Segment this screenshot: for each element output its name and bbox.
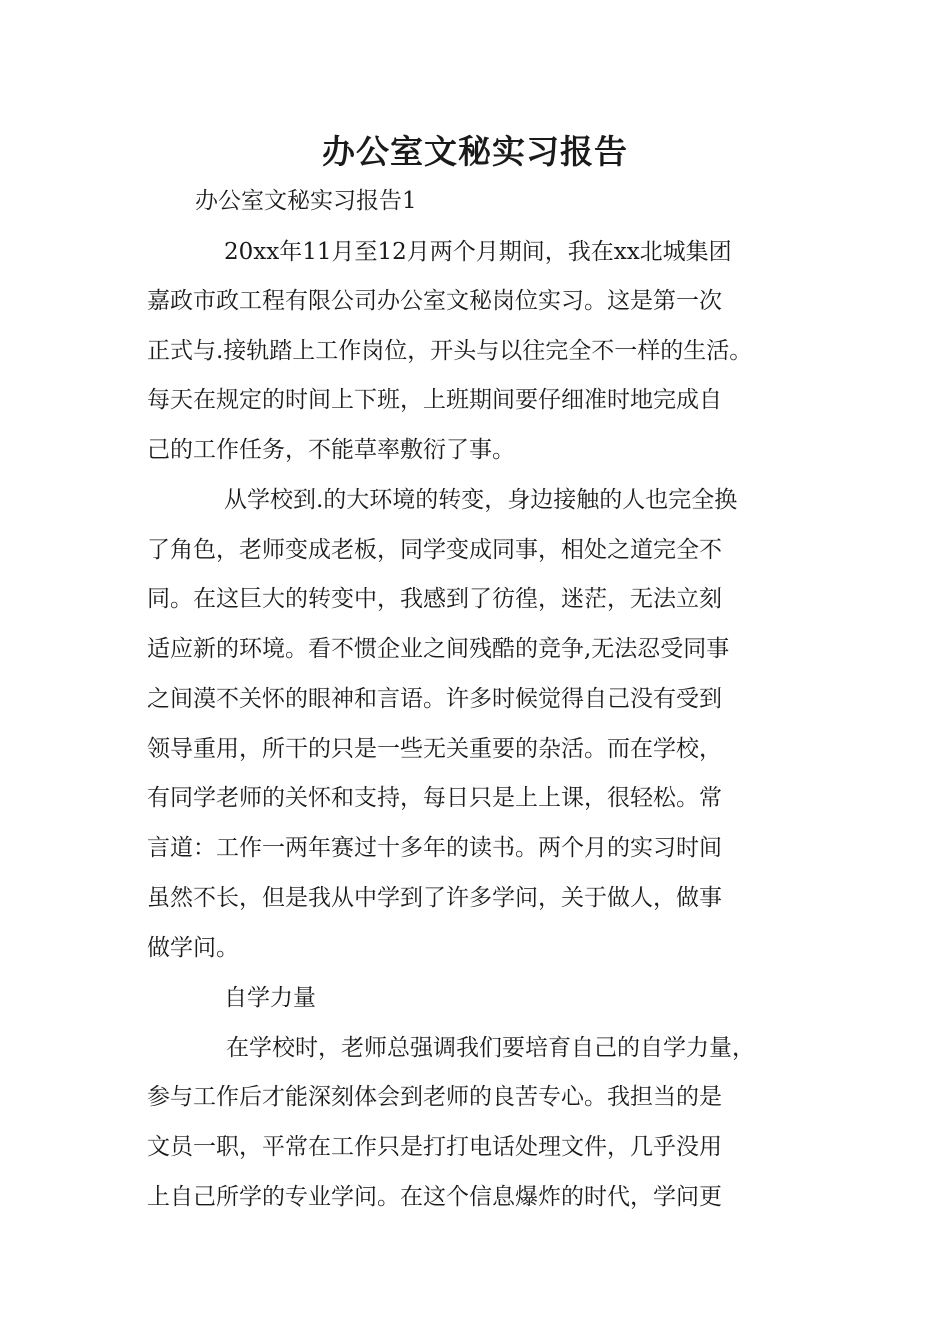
section-heading: 自学力量 xyxy=(224,985,316,1011)
paragraph-line: 上自己所学的专业学问。在这个信息爆炸的时代，学问更 xyxy=(147,1184,722,1210)
paragraph-line: 每天在规定的时间上下班，上班期间要仔细准时地完成自 xyxy=(147,387,722,413)
paragraph-line: 有同学老师的关怀和支持，每日只是上上课，很轻松。常 xyxy=(147,785,722,811)
paragraph-line: 同。在这巨大的转变中，我感到了彷徨，迷茫，无法立刻 xyxy=(147,586,722,612)
paragraph-line: 文员一职，平常在工作只是打打电话处理文件，几乎没用 xyxy=(147,1134,722,1160)
paragraph-line: 了角色，老师变成老板，同学变成同事，相处之道完全不 xyxy=(147,537,722,563)
paragraph-line: 领导重用，所干的只是一些无关重要的杂活。而在学校， xyxy=(147,736,722,762)
paragraph-line: 参与工作后才能深刻体会到老师的良苦专心。我担当的是 xyxy=(147,1084,722,1110)
paragraph-line: 在学校时，老师总强调我们要培育自己的自学力量， xyxy=(226,1035,755,1061)
paragraph-line: 己的工作任务，不能草率敷衍了事。 xyxy=(147,437,515,463)
paragraph-line: 适应新的环境。看不惯企业之间残酷的竞争,无法忍受同事 xyxy=(147,636,730,662)
paragraph-line: 正式与.接轨踏上工作岗位，开头与以往完全不一样的生活。 xyxy=(147,338,753,364)
paragraph-line: 言道：工作一两年赛过十多年的读书。两个月的实习时间 xyxy=(147,835,722,861)
paragraph-line: 虽然不长，但是我从中学到了许多学问，关于做人，做事 xyxy=(147,885,722,911)
report-subtitle: 办公室文秘实习报告1 xyxy=(195,188,417,214)
document-title: 办公室文秘实习报告 xyxy=(322,132,628,171)
paragraph-line: 嘉政市政工程有限公司办公室文秘岗位实习。这是第一次 xyxy=(147,288,722,314)
paragraph-line: 从学校到.的大环境的转变，身边接触的人也完全换 xyxy=(224,487,738,513)
paragraph-line: 做学问。 xyxy=(147,935,239,961)
paragraph-line: 20xx年11月至12月两个月期间，我在xx北城集团 xyxy=(224,239,732,265)
paragraph-line: 之间漠不关怀的眼神和言语。许多时候觉得自己没有受到 xyxy=(147,686,722,712)
